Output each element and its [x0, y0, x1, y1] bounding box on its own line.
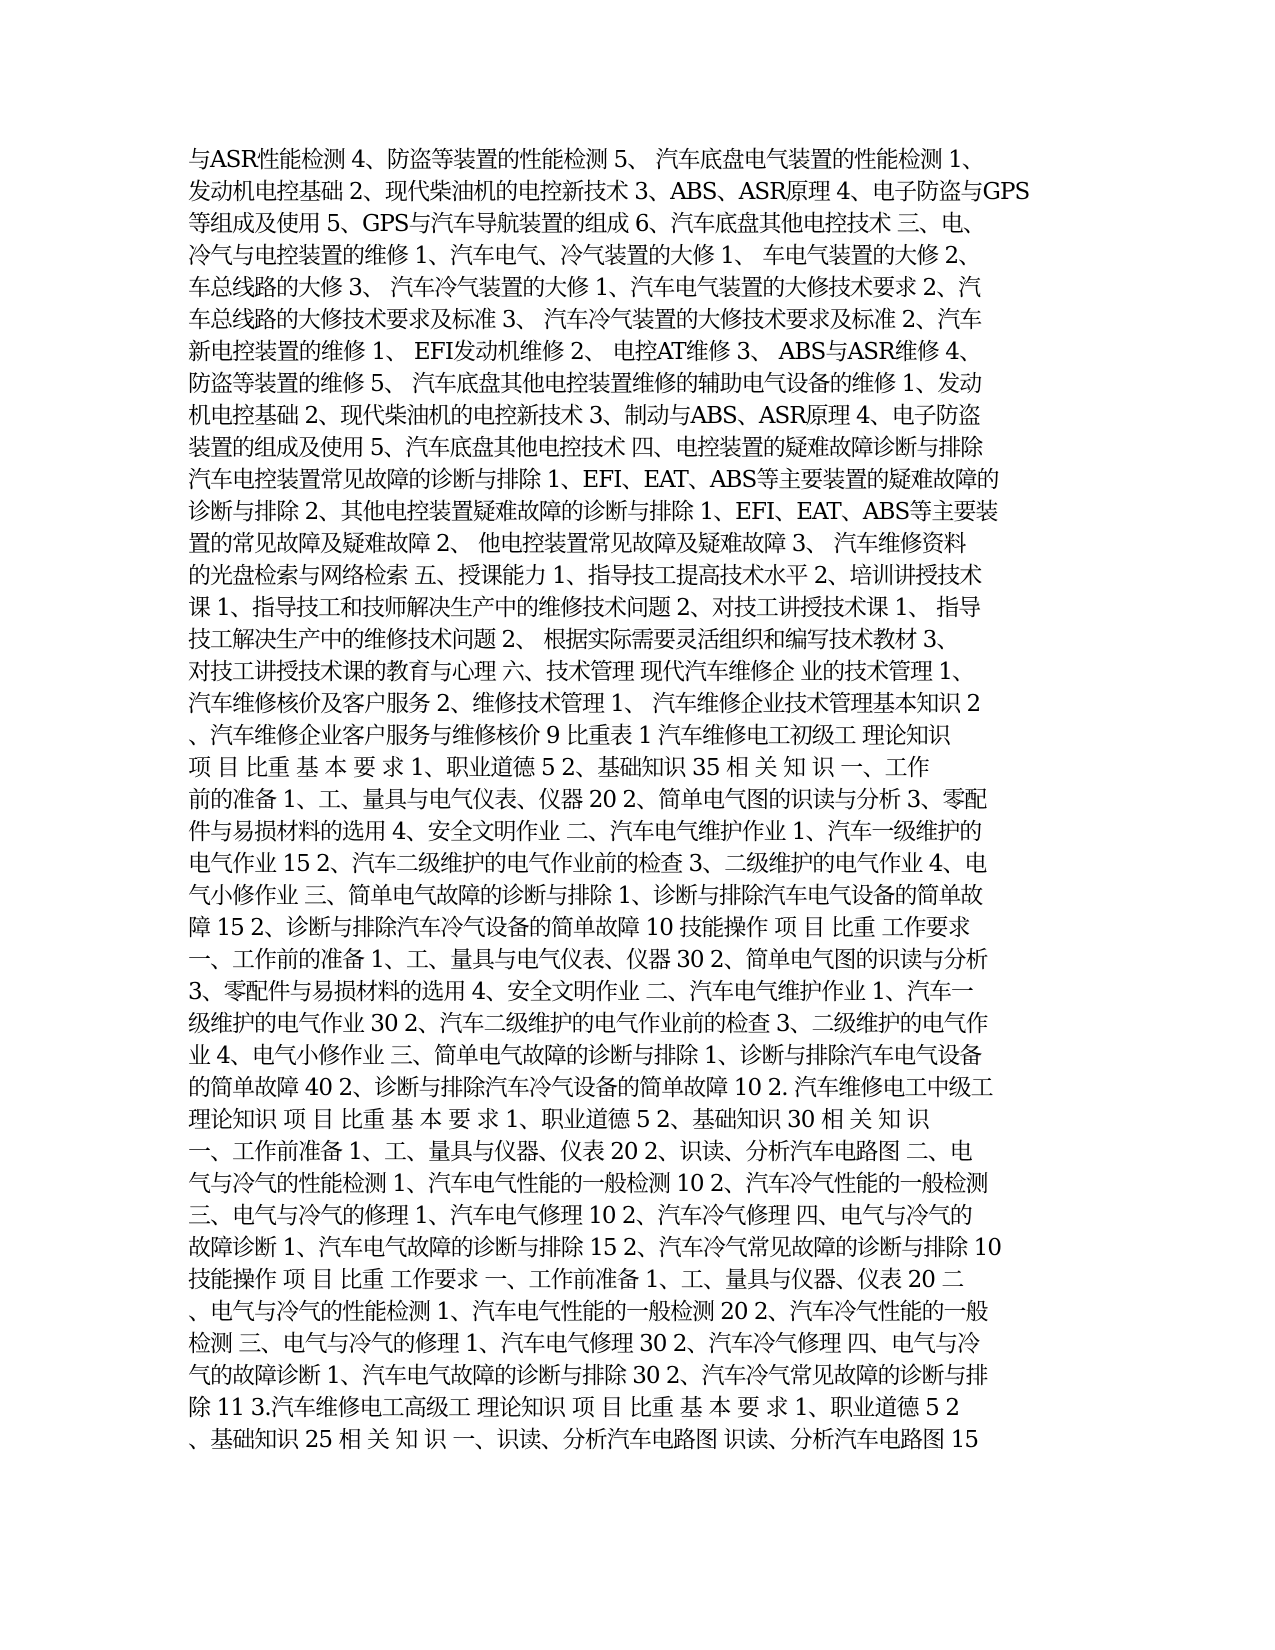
- text-line: 车总线路的大修技术要求及标准 3、 汽车冷气装置的大修技术要求及标准 2、汽车: [188, 307, 982, 333]
- text-line: 机电控基础 2、现代柴油机的电控新技术 3、制动与ABS、ASR原理 4、电子防盗: [188, 403, 980, 429]
- text-line: 、基础知识 25 相 关 知 识 一、识读、分析汽车电路图 识读、分析汽车电路图 15: [188, 1427, 979, 1453]
- text-line: 对技工讲授技术课的教育与心理 六、技术管理 现代汽车维修企 业的技术管理 1、: [188, 659, 974, 685]
- text-line: 诊断与排除 2、其他电控装置疑难故障的诊断与排除 1、EFI、EAT、ABS等主要装: [188, 499, 998, 525]
- text-line: 与ASR性能检测 4、防盗等装置的性能检测 5、 汽车底盘电气装置的性能检测 1、: [188, 147, 984, 173]
- text-line: 等组成及使用 5、GPS与汽车导航装置的组成 6、汽车底盘其他电控技术 三、电、: [188, 211, 985, 237]
- text-line: 业 4、电气小修作业 三、简单电气故障的诊断与排除 1、诊断与排除汽车电气设备: [188, 1043, 982, 1069]
- text-line: 技能操作 项 目 比重 工作要求 一、工作前准备 1、工、量具与仪器、仪表 20 二: [188, 1267, 964, 1293]
- text-line: 冷气与电控装置的维修 1、汽车电气、冷气装置的大修 1、 车电气装置的大修 2、: [188, 243, 981, 269]
- text-line: 一、工作前准备 1、工、量具与仪器、仪表 20 2、识读、分析汽车电路图 二、电: [188, 1139, 972, 1165]
- text-line: 气的故障诊断 1、汽车电气故障的诊断与排除 30 2、汽车冷气常见故障的诊断与排: [188, 1363, 988, 1389]
- text-line: 置的常见故障及疑难故障 2、 他电控装置常见故障及疑难故障 3、 汽车维修资料: [188, 531, 966, 557]
- text-line: 项 目 比重 基 本 要 求 1、职业道德 5 2、基础知识 35 相 关 知 识 一、工作: [188, 755, 929, 781]
- text-line: 障 15 2、诊断与排除汽车冷气设备的简单故障 10 技能操作 项 目 比重 工作要求: [188, 915, 970, 941]
- text-line: 除 11 3.汽车维修电工高级工 理论知识 项 目 比重 基 本 要 求 1、职业道德 5 2: [188, 1395, 960, 1421]
- text-line: 三、电气与冷气的修理 1、汽车电气修理 10 2、汽车冷气修理 四、电气与冷气的: [188, 1203, 972, 1229]
- text-line: 装置的组成及使用 5、汽车底盘其他电控技术 四、电控装置的疑难故障诊断与排除: [188, 435, 983, 461]
- text-line: 前的准备 1、工、量具与电气仪表、仪器 20 2、简单电气图的识读与分析 3、零配: [188, 787, 987, 813]
- text-line: 故障诊断 1、汽车电气故障的诊断与排除 15 2、汽车冷气常见故障的诊断与排除 10: [188, 1235, 1002, 1261]
- text-line: 一、工作前的准备 1、工、量具与电气仪表、仪器 30 2、简单电气图的识读与分析: [188, 947, 988, 973]
- text-line: 、汽车维修企业客户服务与维修核价 9 比重表 1 汽车维修电工初级工 理论知识: [188, 723, 950, 749]
- text-line: 技工解决生产中的维修技术问题 2、 根据实际需要灵活组织和编写技术教材 3、: [188, 627, 959, 653]
- text-line: 汽车电控装置常见故障的诊断与排除 1、EFI、EAT、ABS等主要装置的疑难故障的: [188, 467, 999, 493]
- text-line: 气与冷气的性能检测 1、汽车电气性能的一般检测 10 2、汽车冷气性能的一般检测: [188, 1171, 988, 1197]
- text-line: 的光盘检索与网络检索 五、授课能力 1、指导技工提高技术水平 2、培训讲授技术: [188, 563, 982, 589]
- text-line: 检测 三、电气与冷气的修理 1、汽车电气修理 30 2、汽车冷气修理 四、电气与冷: [188, 1331, 980, 1357]
- text-line: 发动机电控基础 2、现代柴油机的电控新技术 3、ABS、ASR原理 4、电子防盗与GPS: [188, 179, 1030, 205]
- text-line: 、电气与冷气的性能检测 1、汽车电气性能的一般检测 20 2、汽车冷气性能的一般: [188, 1299, 988, 1325]
- text-line: 件与易损材料的选用 4、安全文明作业 二、汽车电气维护作业 1、汽车一级维护的: [188, 819, 982, 845]
- text-line: 的简单故障 40 2、诊断与排除汽车冷气设备的简单故障 10 2. 汽车维修电工中级工: [188, 1075, 993, 1101]
- text-line: 课 1、指导技工和技师解决生产中的维修技术问题 2、对技工讲授技术课 1、 指导: [188, 595, 981, 621]
- text-line: 理论知识 项 目 比重 基 本 要 求 1、职业道德 5 2、基础知识 30 相 关 知 识: [188, 1107, 929, 1133]
- text-line: 防盗等装置的维修 5、 汽车底盘其他电控装置维修的辅助电气设备的维修 1、发动: [188, 371, 982, 397]
- text-line: 级维护的电气作业 30 2、汽车二级维护的电气作业前的检查 3、二级维护的电气作: [188, 1011, 988, 1037]
- body-text: [188, 144, 1088, 1456]
- text-line: 新电控装置的维修 1、 EFI发动机维修 2、 电控AT维修 3、 ABS与ASR维修 4、: [188, 339, 982, 365]
- text-line: 车总线路的大修 3、 汽车冷气装置的大修 1、汽车电气装置的大修技术要求 2、汽: [188, 275, 981, 301]
- text-line: 汽车维修核价及客户服务 2、维修技术管理 1、 汽车维修企业技术管理基本知识 2: [188, 691, 981, 717]
- text-line: 3、零配件与易损材料的选用 4、安全文明作业 二、汽车电气维护作业 1、汽车一: [188, 979, 973, 1005]
- text-line: 电气作业 15 2、汽车二级维护的电气作业前的检查 3、二级维护的电气作业 4、电: [188, 851, 987, 877]
- text-line: 气小修作业 三、简单电气故障的诊断与排除 1、诊断与排除汽车电气设备的简单故: [188, 883, 983, 909]
